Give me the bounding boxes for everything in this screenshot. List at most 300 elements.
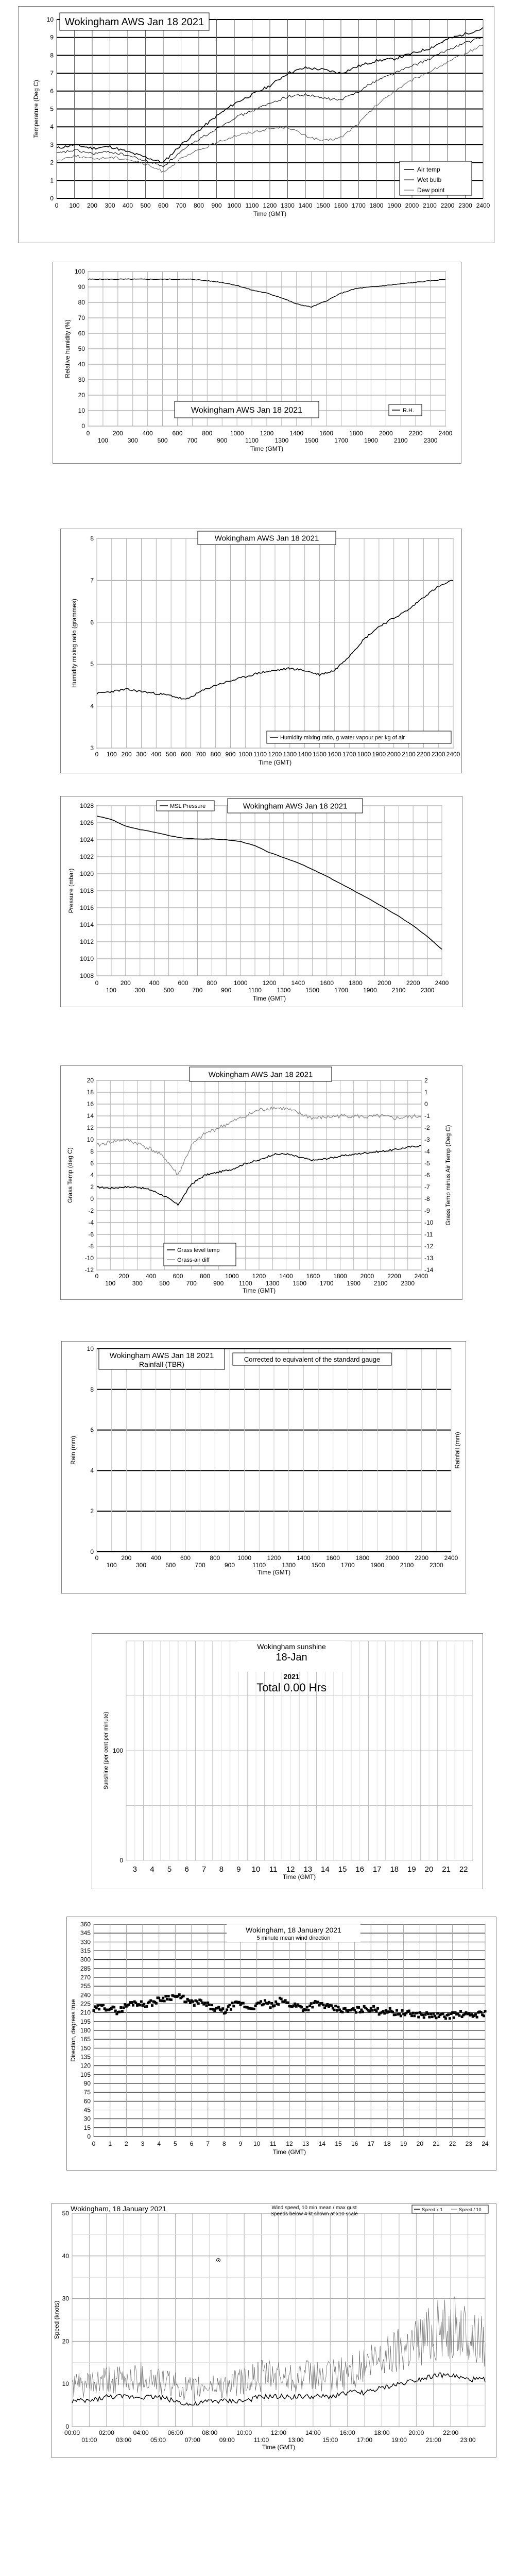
x-tick-label: 4	[157, 2140, 161, 2147]
y-tick-label: 12	[87, 1124, 94, 1131]
data-point	[232, 2005, 235, 2007]
data-point	[310, 2002, 313, 2005]
data-point	[102, 2004, 105, 2006]
legend-label: Grass level temp	[177, 1247, 220, 1253]
x-tick-label: 1400	[291, 979, 305, 987]
x-axis-title: Time (GMT)	[262, 2444, 296, 2451]
x-tick-label: 13:00	[288, 2436, 304, 2444]
x-tick-label: 1100	[252, 1562, 266, 1569]
x-tick-label: 700	[176, 202, 186, 209]
y-tick-label: 1	[424, 1089, 428, 1096]
x-tick-label: 1400	[298, 202, 313, 209]
data-point	[383, 2012, 386, 2014]
data-point	[185, 2001, 187, 2003]
data-point	[114, 2009, 117, 2012]
x-tick-label: 800	[207, 979, 217, 987]
y-tick-label: -13	[424, 1255, 434, 1262]
data-point	[208, 2004, 211, 2006]
data-point	[400, 2014, 402, 2017]
data-point	[134, 2002, 137, 2004]
x-tick-label: 1700	[319, 1280, 334, 1287]
data-point	[123, 2006, 125, 2009]
data-point	[211, 2004, 213, 2006]
x-tick-label: 2100	[423, 202, 437, 209]
x-tick-label: 14	[321, 1865, 330, 1874]
y-tick-label: 16	[87, 1100, 94, 1108]
x-tick-label: 1600	[319, 430, 334, 437]
x-tick-label: 300	[127, 437, 138, 444]
y-tick-label: 5	[50, 105, 54, 113]
y-tick-label: 8	[90, 535, 94, 542]
y-tick-label: 2	[424, 1077, 428, 1084]
data-point	[483, 2014, 485, 2017]
x-tick-label: 1000	[237, 1554, 252, 1562]
x-tick-label: 300	[134, 987, 145, 994]
data-point	[330, 2004, 333, 2007]
chart-title: Wokingham AWS Jan 18 2021	[191, 405, 303, 415]
rainfall-chart-panel	[61, 1341, 466, 1594]
x-tick-label: 1500	[311, 1562, 325, 1569]
x-tick-label: 1900	[364, 437, 378, 444]
y-tick-label: 1	[50, 177, 54, 184]
x-tick-label: 900	[217, 437, 228, 444]
x-tick-label: 2300	[401, 1280, 415, 1287]
chart-title: Wokingham AWS Jan 18 2021	[214, 534, 319, 543]
x-tick-label: 1100	[245, 437, 259, 444]
axis-label: Sunshine (per cent per minute)	[103, 1711, 109, 1790]
x-tick-label: 08:00	[202, 2429, 218, 2436]
chart-note: Corrected to equivalent of the standard gauge	[244, 1355, 381, 1363]
data-point	[95, 2007, 98, 2009]
x-tick-label: 05:00	[150, 2436, 166, 2444]
data-point	[118, 2011, 121, 2013]
axis-label: Pressure (mbar)	[67, 868, 75, 913]
x-tick-label: 1900	[372, 751, 386, 758]
x-tick-label: 1500	[316, 202, 330, 209]
y-tick-label: 7	[50, 70, 54, 77]
x-tick-label: 500	[166, 751, 177, 758]
x-tick-label: 1900	[363, 987, 377, 994]
legend-label: Speed / 10	[459, 2207, 482, 2212]
x-tick-label: 1300	[274, 437, 289, 444]
x-tick-label: 18	[384, 2140, 391, 2147]
x-tick-label: 2200	[406, 979, 420, 987]
y-tick-label: 1016	[80, 904, 94, 911]
legend-label: Dew point	[417, 187, 445, 194]
x-tick-label: 8	[222, 2140, 226, 2147]
x-tick-label: 6	[184, 1865, 189, 1874]
x-tick-label: 600	[173, 1273, 183, 1280]
x-tick-label: 2000	[387, 751, 401, 758]
x-tick-label: 1900	[387, 202, 401, 209]
x-tick-label: 10	[251, 1865, 261, 1874]
sunshine-chart-panel	[92, 1633, 483, 1889]
data-point	[113, 2006, 115, 2008]
x-tick-label: 400	[149, 979, 160, 987]
y-tick-label: 20	[87, 1077, 94, 1084]
x-tick-label: 1800	[333, 1273, 347, 1280]
x-tick-label: 1100	[238, 1280, 252, 1287]
wind-direction-chart-panel	[66, 1917, 496, 2171]
x-tick-label: 1300	[277, 987, 291, 994]
y-tick-label: -1	[424, 1112, 430, 1120]
y-tick-label: 6	[90, 1160, 94, 1167]
grass-temp-chart-panel	[60, 1065, 462, 1300]
x-tick-label: 2000	[405, 202, 419, 209]
chart-subtitle: Rainfall (TBR)	[139, 1360, 184, 1368]
x-tick-label: 19	[407, 1865, 416, 1874]
y-tick-label: 255	[80, 1982, 91, 1990]
y-tick-label: -2	[88, 1207, 94, 1214]
x-tick-label: 06:00	[167, 2429, 183, 2436]
x-tick-label: 500	[165, 1562, 176, 1569]
x-tick-label: 10	[253, 2140, 261, 2147]
legend-label: R.H.	[403, 408, 414, 414]
y-tick-label: 10	[87, 1136, 94, 1143]
x-tick-label: 800	[193, 202, 204, 209]
chart-title: Wokingham AWS Jan 18 2021	[64, 16, 204, 28]
x-tick-label: 1200	[262, 979, 277, 987]
y-tick-label: 45	[83, 2106, 91, 2114]
x-tick-label: 0	[55, 202, 59, 209]
y-tick-label: 18	[87, 1089, 94, 1096]
data-point	[204, 2002, 207, 2004]
y-tick-label: 1008	[80, 972, 94, 979]
x-axis-title: Time (GMT)	[282, 1873, 316, 1880]
data-point	[431, 2015, 434, 2018]
y-tick-label: 1028	[80, 802, 94, 809]
y-tick-label: -14	[424, 1266, 434, 1274]
x-tick-label: 9	[238, 2140, 243, 2147]
x-tick-label: 17	[367, 2140, 375, 2147]
legend-label: Humidity mixing ratio, g water vapour per kg of air	[280, 735, 405, 741]
y-tick-label: 0	[424, 1100, 428, 1108]
data-point	[449, 2017, 451, 2020]
y-tick-label: 40	[78, 361, 85, 368]
x-tick-label: 18	[390, 1865, 399, 1874]
data-point	[459, 2010, 462, 2012]
x-tick-label: 1200	[252, 1273, 266, 1280]
axis-label: Rain (mm)	[70, 1436, 77, 1465]
x-axis-title: Time (GMT)	[257, 1569, 291, 1576]
x-tick-label: 2300	[423, 437, 438, 444]
x-tick-label: 2200	[440, 202, 455, 209]
x-tick-label: 11	[270, 2140, 277, 2147]
y-tick-label: -8	[424, 1195, 430, 1202]
x-tick-label: 5	[173, 2140, 177, 2147]
y-tick-label: 4	[90, 702, 94, 710]
x-tick-label: 3	[132, 1865, 137, 1874]
x-axis-title: Time (GMT)	[258, 759, 292, 766]
y-tick-label: 50	[62, 2210, 69, 2217]
x-tick-label: 1900	[347, 1280, 361, 1287]
legend-label: MSL Pressure	[170, 803, 206, 809]
y-tick-label: 240	[80, 1991, 91, 1999]
x-tick-label: 1	[108, 2140, 112, 2147]
y-tick-label: 0	[81, 422, 85, 430]
data-point	[341, 2011, 344, 2013]
data-point	[268, 2001, 270, 2004]
data-point	[376, 2007, 379, 2010]
y-tick-label: 1020	[80, 870, 94, 877]
data-point	[430, 2012, 432, 2015]
data-point	[167, 1995, 170, 1997]
x-tick-label: 1400	[298, 751, 312, 758]
data-point	[192, 2001, 194, 2003]
data-point	[451, 2011, 454, 2014]
data-point	[197, 2002, 200, 2005]
x-tick-label: 900	[221, 987, 232, 994]
x-tick-label: 2400	[438, 430, 453, 437]
x-tick-label: 2100	[402, 751, 416, 758]
data-point	[166, 1998, 168, 2001]
y-tick-label: 40	[62, 2252, 69, 2260]
x-tick-label: 0	[95, 751, 99, 758]
x-tick-label: 09:00	[219, 2436, 235, 2444]
x-tick-label: 13	[302, 2140, 310, 2147]
x-tick-label: 23	[465, 2140, 473, 2147]
x-tick-label: 4	[150, 1865, 154, 1874]
humidity-chart-panel	[53, 262, 461, 464]
data-point	[205, 2004, 208, 2007]
axis-label: Speed (knots)	[53, 2300, 60, 2340]
data-point	[262, 2003, 265, 2006]
x-tick-label: 14:00	[305, 2429, 321, 2436]
data-point	[253, 2008, 255, 2010]
data-point	[444, 2017, 447, 2020]
data-point	[221, 2007, 224, 2010]
y-tick-label: -6	[88, 1231, 94, 1238]
x-tick-label: 2000	[385, 1554, 399, 1562]
x-tick-label: 2200	[416, 751, 431, 758]
data-point	[408, 2010, 410, 2012]
data-point	[226, 2008, 228, 2011]
x-tick-label: 1800	[357, 751, 371, 758]
x-tick-label: 2300	[420, 987, 435, 994]
data-point	[357, 2006, 360, 2009]
x-tick-label: 600	[178, 979, 188, 987]
x-tick-label: 1800	[349, 430, 363, 437]
x-tick-label: 11:00	[254, 2436, 269, 2444]
y-tick-label: 10	[78, 407, 85, 414]
y-tick-label: 100	[74, 268, 85, 275]
x-axis-title: Time (GMT)	[250, 445, 284, 452]
x-tick-label: 600	[158, 202, 169, 209]
data-point	[287, 2002, 289, 2004]
data-point	[264, 1999, 266, 2002]
x-tick-label: 400	[150, 1554, 161, 1562]
legend-label: Wet bulb	[417, 176, 442, 183]
y-tick-label: 2	[90, 1507, 94, 1515]
x-tick-label: 1100	[248, 987, 262, 994]
x-tick-label: 0	[86, 430, 90, 437]
x-tick-label: 200	[121, 1554, 132, 1562]
y-tick-label: 150	[80, 2044, 91, 2052]
x-tick-label: 6	[190, 2140, 194, 2147]
data-point	[273, 2004, 276, 2007]
legend-label: Speed x 1	[422, 2207, 443, 2212]
y-tick-label: -4	[88, 1219, 94, 1226]
y-tick-label: 20	[62, 2337, 69, 2345]
x-tick-label: 2300	[431, 751, 445, 758]
x-tick-label: 5	[167, 1865, 172, 1874]
data-point	[182, 1995, 185, 1997]
axis-label: Relative humidity (%)	[64, 319, 71, 378]
data-point	[427, 2012, 430, 2015]
y-tick-label: 270	[80, 1974, 91, 1981]
y-tick-label: 1012	[80, 938, 94, 945]
y-tick-label: 1026	[80, 819, 94, 826]
x-tick-label: 1700	[342, 751, 356, 758]
y-tick-label: 5	[90, 660, 94, 668]
x-tick-label: 300	[136, 751, 147, 758]
x-tick-label: 12	[286, 1865, 295, 1874]
y-tick-label: 1024	[80, 836, 94, 843]
x-tick-label: 1500	[304, 437, 319, 444]
data-point	[308, 2005, 311, 2007]
wind-speed-chart-panel	[51, 2204, 496, 2458]
x-tick-label: 2300	[458, 202, 472, 209]
data-point	[269, 2006, 272, 2009]
x-tick-label: 02:00	[98, 2429, 114, 2436]
y-tick-label: 0	[87, 2133, 91, 2140]
y-tick-label: 0	[50, 195, 54, 202]
x-tick-label: 200	[118, 1273, 129, 1280]
chart-title: Wokingham AWS Jan 18 2021	[243, 802, 348, 811]
x-tick-label: 300	[135, 1562, 147, 1569]
data-point	[410, 2014, 413, 2017]
x-tick-label: 200	[120, 979, 131, 987]
legend-label: Air temp	[417, 166, 440, 173]
y-tick-label: -9	[424, 1207, 430, 1214]
data-point	[294, 2003, 296, 2005]
x-tick-label: 400	[151, 751, 162, 758]
x-tick-label: 1800	[369, 202, 384, 209]
y-tick-label: 90	[78, 283, 85, 291]
y-tick-label: 4	[90, 1467, 94, 1475]
y-tick-label: 0	[90, 1195, 94, 1202]
data-point	[416, 2012, 419, 2014]
data-point	[435, 2016, 438, 2019]
x-axis-title: Time (GMT)	[253, 210, 287, 217]
data-point	[164, 1995, 167, 1997]
data-point	[391, 2011, 394, 2013]
x-tick-label: 2100	[393, 437, 408, 444]
x-tick-label: 500	[140, 202, 151, 209]
data-point	[447, 2013, 450, 2016]
axis-label: Grass Temp (deg C)	[66, 1147, 74, 1203]
y-tick-label: 75	[83, 2089, 91, 2096]
axis-label: Grass Temp minus Air Temp (Deg C)	[444, 1125, 452, 1226]
data-point	[428, 2016, 431, 2019]
x-tick-label: 2000	[360, 1273, 374, 1280]
x-tick-label: 1700	[352, 202, 366, 209]
x-tick-label: 700	[186, 1280, 197, 1287]
x-tick-label: 0	[92, 2140, 96, 2147]
x-tick-label: 1800	[355, 1554, 370, 1562]
x-tick-label: 10:00	[236, 2429, 252, 2436]
y-tick-label: 10	[46, 16, 54, 23]
data-point	[326, 2003, 329, 2006]
y-tick-label: 80	[78, 299, 85, 306]
y-tick-label: 135	[80, 2053, 91, 2061]
data-point	[421, 2013, 424, 2016]
y-tick-label: 3	[90, 744, 94, 752]
y-tick-label: 0	[119, 1857, 123, 1864]
mixing-ratio-chart-panel	[60, 529, 462, 773]
x-tick-label: 17:00	[357, 2436, 373, 2444]
data-point	[209, 2008, 212, 2010]
y-tick-label: 330	[80, 1938, 91, 1946]
x-tick-label: 13	[303, 1865, 313, 1874]
data-point	[155, 2002, 158, 2005]
data-point	[371, 2009, 373, 2012]
x-tick-label: 500	[159, 1280, 170, 1287]
x-tick-label: 3	[141, 2140, 145, 2147]
y-tick-label: 30	[62, 2295, 69, 2302]
data-point	[96, 2004, 99, 2007]
axis-label: Rainfall (mm)	[454, 1432, 461, 1469]
y-tick-label: 0	[90, 1548, 94, 1555]
x-tick-label: 12	[286, 2140, 293, 2147]
x-tick-label: 600	[172, 430, 183, 437]
sunshine-total: Total 0.00 Hrs	[256, 1681, 327, 1694]
y-tick-label: 1022	[80, 853, 94, 860]
y-tick-label: 30	[78, 376, 85, 383]
x-tick-label: 2200	[408, 430, 423, 437]
data-point	[230, 2008, 232, 2011]
x-tick-label: 1800	[349, 979, 363, 987]
y-tick-label: -8	[88, 1243, 94, 1250]
x-tick-label: 14	[318, 2140, 326, 2147]
x-tick-label: 21	[433, 2140, 440, 2147]
x-tick-label: 2	[124, 2140, 128, 2147]
x-tick-label: 2000	[379, 430, 393, 437]
x-tick-label: 1500	[293, 1280, 307, 1287]
y-tick-label: 9	[50, 33, 54, 41]
y-tick-label: 4	[50, 123, 54, 131]
x-tick-label: 1700	[334, 987, 348, 994]
data-point	[432, 2012, 435, 2015]
x-tick-label: 1600	[320, 979, 334, 987]
x-tick-label: 22	[459, 1865, 468, 1874]
x-tick-label: 1600	[334, 202, 348, 209]
data-point	[333, 2009, 336, 2011]
x-tick-label: 1300	[283, 751, 297, 758]
data-point	[413, 2014, 416, 2017]
y-tick-label: -2	[424, 1124, 430, 1131]
data-point	[476, 2016, 478, 2019]
x-tick-label: 200	[87, 202, 98, 209]
x-tick-label: 2400	[444, 1554, 458, 1562]
x-tick-label: 800	[210, 1554, 220, 1562]
x-tick-label: 900	[225, 751, 236, 758]
x-tick-label: 16	[351, 2140, 358, 2147]
x-tick-label: 1300	[265, 1280, 280, 1287]
y-tick-label: -10	[424, 1219, 434, 1226]
y-tick-label: 8	[90, 1148, 94, 1155]
x-tick-label: 07:00	[184, 2436, 200, 2444]
y-tick-label: 3	[50, 141, 54, 148]
x-axis-title: Time (GMT)	[242, 1287, 276, 1294]
x-tick-label: 19:00	[391, 2436, 407, 2444]
y-tick-label: 300	[80, 1956, 91, 1963]
data-point	[163, 1999, 166, 2002]
x-tick-label: 23:00	[460, 2436, 476, 2444]
data-point	[322, 2004, 324, 2006]
data-point	[458, 2014, 460, 2017]
data-point	[453, 2016, 455, 2019]
